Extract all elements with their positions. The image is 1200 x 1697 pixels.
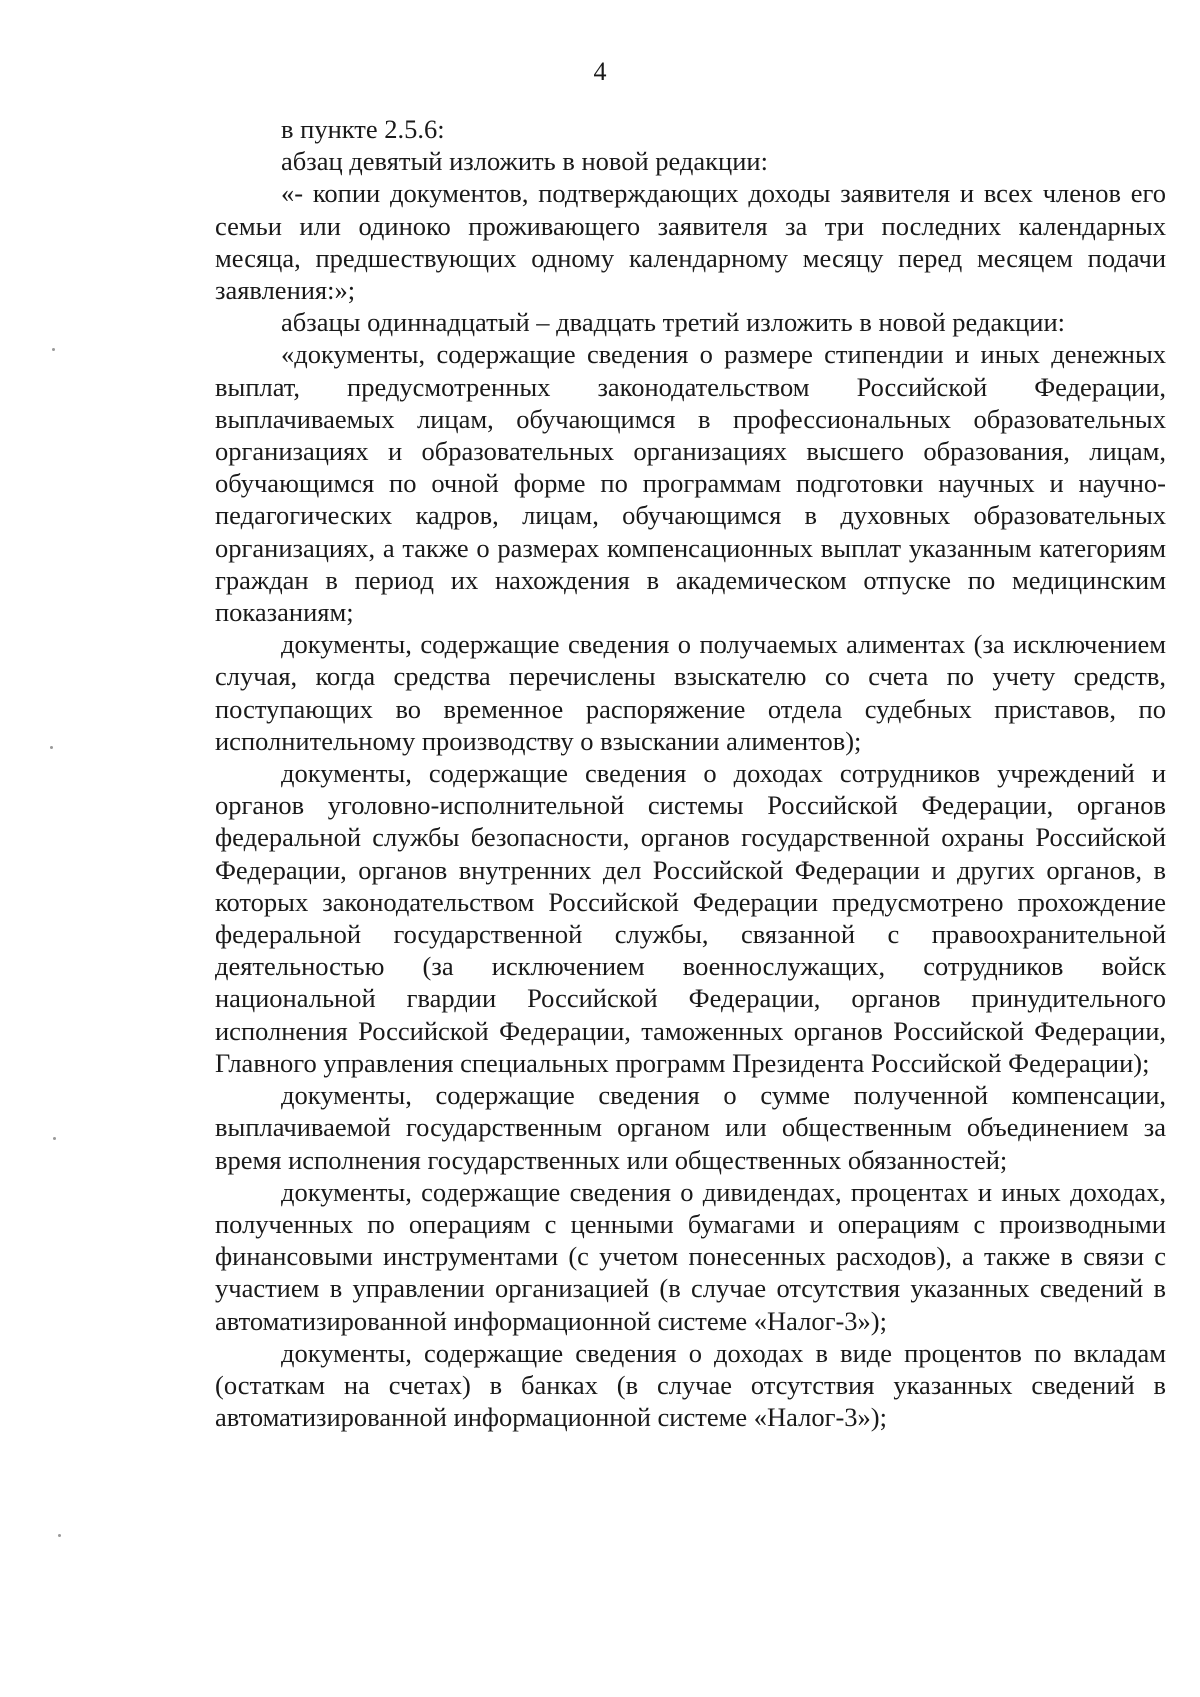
paragraph-deposit-interest-documents: документы, содержащие сведения о доходах в виде процентов по вкладам (остаткам на счетах) в банках (в случае отсутствия указанных сведений в автоматизированной информационной системе «Налог-3»); <box>215 1337 1166 1433</box>
document-body <box>215 113 1166 1433</box>
paragraph-clause-reference: в пункте 2.5.6: <box>281 114 445 144</box>
paragraph-officer-income-documents: документы, содержащие сведения о доходах сотрудников учреждений и органов уголовно-исполнительной системы Российской Федерации, органов федеральной службы безопасности, органов государственной охраны Российской Федерации, органов внутренних дел Российской Федерации и других органов, в которых законодательством Российской Федерации предусмотрено прохождение федеральной государственной службы, связанной с правоохранительной деятельностью (за исключением военнослужащих, сотрудников войск национальной гвардии Российской Федерации, органов принудительного исполнения Российской Федерации, таможенных органов Российской Федерации, Главного управления специальных программ Президента Российской Федерации); <box>215 758 1166 1078</box>
paragraph-alimony-documents: документы, содержащие сведения о получаемых алиментах (за исключением случая, когда средства перечислены взыскателю со счета по учету средств, поступающих во временное распоряжение отдела судебных приставов, по исполнительному производству о взыскании алиментов); <box>215 629 1166 756</box>
page-number: 4 <box>593 57 607 86</box>
scan-speck <box>58 1534 61 1537</box>
paragraph-quoted-ninth: «- копии документов, подтверждающих доходы заявителя и всех членов его семьи или одиноко проживающего заявителя за три последних календарных месяца, предшествующих одному календарному месяцу перед месяцем подачи заявления:»; <box>215 178 1166 306</box>
paragraph-instruction-ninth: абзац девятый изложить в новой редакции: <box>281 146 768 177</box>
scan-speck <box>53 1137 56 1140</box>
scan-speck <box>50 746 53 749</box>
paragraph-instruction-eleventh: абзацы одиннадцатый – двадцать третий изложить в новой редакции: <box>281 307 1065 338</box>
paragraph-dividend-documents: документы, содержащие сведения о дивидендах, процентах и иных доходах, полученных по операциям с ценными бумагами и операциям с производными финансовыми инструментами (с учетом понесенных расходов), а также в связи с участием в управлении организацией (в случае отсутствия указанных сведений в автоматизированной информационной системе «Налог-3»); <box>215 1176 1166 1336</box>
scan-speck <box>52 348 55 351</box>
paragraph-stipend-documents: «документы, содержащие сведения о размере стипендии и иных денежных выплат, предусмотренных законодательством Российской Федерации, выплачиваемых лицам, обучающимся в профессиональных образовательных организациях и образовательных организациях высшего образования, лицам, обучающимся по очной форме по программам подготовки научных и научно-педагогических кадров, лицам, обучающимся в духовных образовательных организациях, а также о размерах компенсационных выплат указанным категориям граждан в период их нахождения в академическом отпуске по медицинским показаниям; <box>215 339 1166 628</box>
paragraph-compensation-documents: документы, содержащие сведения о сумме полученной компенсации, выплачиваемой государственным органом или общественным объединением за время исполнения государственных или общественных обязанностей; <box>215 1080 1166 1175</box>
